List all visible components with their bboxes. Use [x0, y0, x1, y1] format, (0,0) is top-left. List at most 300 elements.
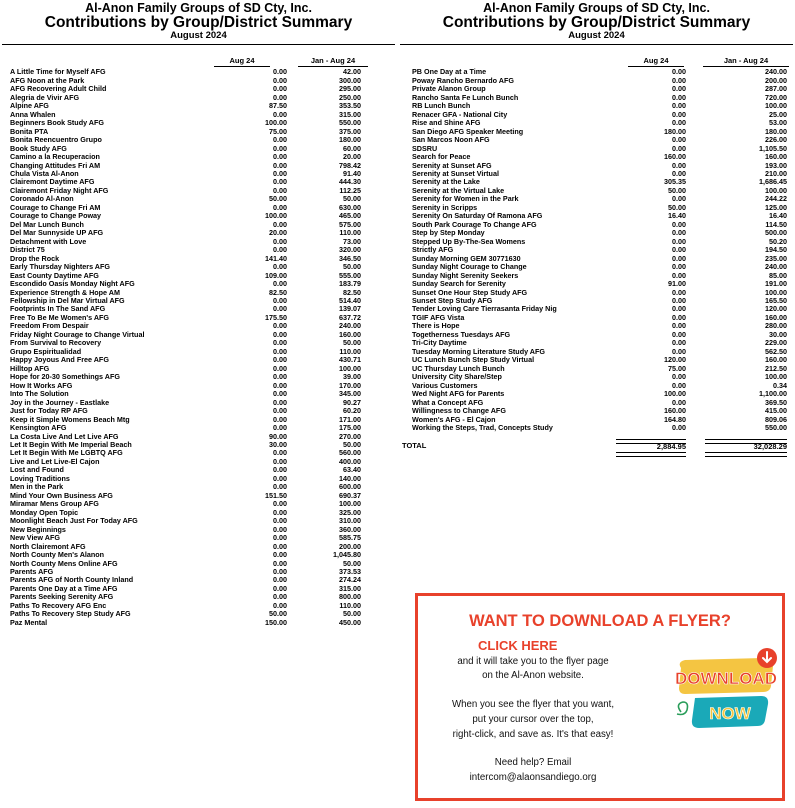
month-amount: 0.00: [273, 245, 287, 255]
month-amount: 0.00: [672, 109, 686, 119]
group-name: Courage to Change Poway: [10, 211, 102, 221]
flyer-text-line: Need help? Email: [494, 757, 572, 768]
month-amount: 0.00: [672, 338, 686, 348]
group-name: Sunset Step Study AFG: [412, 296, 493, 306]
ytd-amount: 100.00: [765, 372, 787, 382]
loop-swirl-icon: [677, 702, 688, 715]
month-amount: 50.00: [668, 185, 686, 195]
contribution-row: [2, 238, 395, 246]
group-name: Loving Traditions: [10, 473, 70, 483]
month-amount: 82.50: [269, 287, 287, 297]
ytd-amount: 800.00: [339, 592, 361, 602]
ytd-amount: 82.50: [343, 287, 361, 297]
group-name: Poway Rancho Bernardo AFG: [412, 75, 514, 85]
group-name: Into The Solution: [10, 389, 69, 399]
group-name: San Diego AFG Speaker Meeting: [412, 126, 524, 136]
ytd-amount: 30.00: [769, 329, 787, 339]
month-amount: 87.50: [269, 101, 287, 111]
month-amount: 0.00: [273, 448, 287, 458]
ytd-amount: 63.40: [343, 465, 361, 475]
month-amount: 0.00: [672, 253, 686, 263]
group-name: Tuesday Morning Literature Study AFG: [412, 346, 545, 356]
month-amount: 0.00: [273, 338, 287, 348]
group-name: Clairemont Daytime AFG: [10, 177, 95, 187]
ytd-amount: 100.00: [765, 101, 787, 111]
group-name: Moonlight Beach Just For Today AFG: [10, 516, 138, 526]
group-name: Women's AFG - El Cajon: [412, 414, 496, 424]
group-name: Happy Joyous And Free AFG: [10, 355, 109, 365]
month-amount: 75.00: [269, 126, 287, 136]
group-name: Camino a la Recuperacion: [10, 152, 100, 162]
ytd-amount: 300.00: [339, 75, 361, 85]
ytd-amount: 315.00: [339, 109, 361, 119]
group-name: What a Concept AFG: [412, 397, 484, 407]
month-amount: 0.00: [273, 160, 287, 170]
group-name: Clairemont Friday Night AFG: [10, 185, 109, 195]
ytd-amount: 550.00: [765, 423, 787, 433]
ytd-amount: 212.50: [765, 363, 787, 373]
group-name: Strictly AFG: [412, 245, 454, 255]
ytd-amount: 140.00: [339, 473, 361, 483]
ytd-amount: 280.00: [765, 321, 787, 331]
group-name: Serenity at the Lake: [412, 177, 480, 187]
ytd-amount: 50.00: [343, 558, 361, 568]
month-amount: 0.00: [273, 423, 287, 433]
ytd-amount: 369.50: [765, 397, 787, 407]
group-name: Hilltop AFG: [10, 363, 50, 373]
ytd-amount: 160.00: [339, 329, 361, 339]
contribution-row: [2, 94, 395, 102]
group-name: SDSRU: [412, 143, 438, 153]
month-amount: 0.00: [273, 152, 287, 162]
month-amount: 0.00: [672, 101, 686, 111]
month-amount: 120.00: [664, 355, 686, 365]
ytd-amount: 287.00: [765, 84, 787, 94]
group-name: Sunday Search for Serenity: [412, 279, 506, 289]
ytd-amount: 110.00: [339, 346, 361, 356]
group-name: UC Lunch Bunch Step Study Virtual: [412, 355, 535, 365]
group-name: Search for Peace: [412, 152, 471, 162]
month-amount: 0.00: [273, 329, 287, 339]
month-amount: 160.00: [664, 406, 686, 416]
ytd-amount: 60.20: [343, 406, 361, 416]
contribution-row: [2, 356, 395, 364]
group-name: Sunday Morning GEM 30771630: [412, 253, 521, 263]
month-amount: 0.00: [672, 194, 686, 204]
ytd-amount: 100.00: [765, 185, 787, 195]
group-name: Serenity at Sunset AFG: [412, 160, 492, 170]
ytd-amount: 240.00: [339, 321, 361, 331]
flyer-heading: WANT TO DOWNLOAD A FLYER?: [469, 612, 731, 630]
ytd-amount: 235.00: [765, 253, 787, 263]
ytd-amount: 125.00: [765, 202, 787, 212]
group-name: New View AFG: [10, 533, 60, 543]
group-name: Tender Loving Care Tierrasanta Friday Nig: [412, 304, 557, 314]
month-amount: 0.00: [273, 143, 287, 153]
month-amount: 100.00: [265, 118, 287, 128]
month-amount: 0.00: [273, 304, 287, 314]
ytd-amount: 500.00: [765, 228, 787, 238]
contribution-row: [2, 102, 395, 110]
ytd-amount: 798.42: [339, 160, 361, 170]
flyer-text-line: and it will take you to the flyer page: [457, 656, 609, 667]
month-amount: 0.00: [273, 592, 287, 602]
group-name: Let It Begin With Me LGBTQ AFG: [10, 448, 123, 458]
group-name: Friday Night Courage to Change Virtual: [10, 329, 145, 339]
ytd-amount: 60.00: [343, 143, 361, 153]
ytd-amount: 200.00: [765, 75, 787, 85]
contribution-row: [2, 246, 395, 254]
group-name: Sunday Night Courage to Change: [412, 262, 527, 272]
ytd-amount: 353.50: [339, 101, 361, 111]
month-amount: 16.40: [668, 211, 686, 221]
group-name: Bonita PTA: [10, 126, 49, 136]
ytd-amount: 430.71: [339, 355, 361, 365]
month-amount: 0.00: [273, 363, 287, 373]
group-name: Working the Steps, Trad, Concepts Study: [412, 423, 553, 433]
month-amount: 0.00: [672, 118, 686, 128]
month-amount: 0.00: [273, 355, 287, 365]
group-name: Alegria de Vivir AFG: [10, 92, 80, 102]
month-amount: 0.00: [273, 92, 287, 102]
group-name: Parents One Day at a Time AFG: [10, 583, 118, 593]
group-name: Sunday Night Serenity Seekers: [412, 270, 519, 280]
month-amount: 0.00: [672, 372, 686, 382]
month-amount: 0.00: [273, 262, 287, 272]
group-name: Serenity for Women in the Park: [412, 194, 519, 204]
month-amount: 0.00: [273, 236, 287, 246]
ytd-amount: 175.00: [339, 423, 361, 433]
group-name: Parents Seeking Serenity AFG: [10, 592, 114, 602]
group-name: Tri-City Daytime: [412, 338, 467, 348]
ytd-amount: 100.00: [339, 499, 361, 509]
month-amount: 0.00: [672, 287, 686, 297]
ytd-amount: 250.00: [339, 92, 361, 102]
header-divider: [2, 44, 395, 45]
right-report-panel: [400, 0, 793, 453]
group-name: Rise and Shine AFG: [412, 118, 481, 128]
month-amount: 141.40: [265, 253, 287, 263]
ytd-amount: 85.00: [769, 270, 787, 280]
group-name: Paths To Recovery Step Study AFG: [10, 609, 131, 619]
month-amount: 175.50: [265, 312, 287, 322]
month-amount: 0.00: [672, 143, 686, 153]
month-amount: 0.00: [672, 245, 686, 255]
group-name: A Little Time for Myself AFG: [10, 67, 106, 77]
group-name: Anna Whalen: [10, 109, 56, 119]
ytd-amount: 191.00: [765, 279, 787, 289]
month-amount: 0.00: [672, 397, 686, 407]
ytd-amount: 0.34: [773, 380, 787, 390]
month-amount: 0.00: [672, 296, 686, 306]
ytd-amount: 20.00: [343, 152, 361, 162]
ytd-amount: 514.40: [339, 296, 361, 306]
month-amount: 0.00: [273, 482, 287, 492]
month-amount: 0.00: [273, 600, 287, 610]
month-amount: 0.00: [273, 575, 287, 585]
month-amount: 0.00: [672, 92, 686, 102]
month-amount: 0.00: [273, 372, 287, 382]
col-month-header: Aug 24: [628, 56, 684, 67]
ytd-amount: 320.00: [339, 245, 361, 255]
support-email: intercom@alaonsandiego.org: [469, 772, 597, 783]
month-amount: 0.00: [672, 219, 686, 229]
ytd-amount: 110.00: [339, 600, 361, 610]
org-name: Al-Anon Family Groups of SD Cty, Inc.: [483, 1, 710, 15]
month-amount: 0.00: [273, 473, 287, 483]
ytd-amount: 50.00: [343, 194, 361, 204]
ytd-amount: 139.07: [339, 304, 361, 314]
month-amount: 160.00: [664, 152, 686, 162]
ytd-amount: 809.06: [765, 414, 787, 424]
month-amount: 0.00: [273, 583, 287, 593]
col-ytd-header: Jan - Aug 24: [703, 56, 789, 67]
ytd-amount: 210.00: [765, 168, 787, 178]
group-name: Footprints In The Sand AFG: [10, 304, 106, 314]
group-name: Paths To Recovery AFG Enc: [10, 600, 107, 610]
group-name: Changing Attitudes Fri AM: [10, 160, 101, 170]
flyer-text-line: on the Al-Anon website.: [482, 670, 584, 681]
group-name: Serenity in Scripps: [412, 202, 478, 212]
total-month-underline: [616, 452, 686, 457]
ytd-amount: 200.00: [339, 541, 361, 551]
month-amount: 0.00: [273, 185, 287, 195]
month-amount: 0.00: [273, 558, 287, 568]
month-amount: 180.00: [664, 126, 686, 136]
month-amount: 0.00: [273, 346, 287, 356]
month-amount: 0.00: [273, 177, 287, 187]
month-amount: 0.00: [273, 465, 287, 475]
group-name: There is Hope: [412, 321, 460, 331]
month-amount: 20.00: [269, 228, 287, 238]
month-amount: 0.00: [672, 321, 686, 331]
group-name: Fellowship in Del Mar Virtual AFG: [10, 296, 125, 306]
group-name: Togetherness Tuesdays AFG: [412, 329, 511, 339]
ytd-amount: 1,686.45: [759, 177, 787, 187]
month-amount: 100.00: [265, 211, 287, 221]
ytd-amount: 720.00: [765, 92, 787, 102]
ytd-amount: 1,100.00: [759, 389, 787, 399]
ytd-amount: 560.00: [339, 448, 361, 458]
group-name: North Clairemont AFG: [10, 541, 86, 551]
contribution-row: [2, 526, 395, 534]
month-amount: 0.00: [273, 516, 287, 526]
ytd-amount: 183.79: [339, 279, 361, 289]
group-name: Joy in the Journey - Eastlake: [10, 397, 110, 407]
month-amount: 0.00: [273, 75, 287, 85]
group-name: PB One Day at a Time: [412, 67, 487, 77]
ytd-amount: 240.00: [765, 262, 787, 272]
ytd-amount: 160.00: [765, 312, 787, 322]
group-name: How It Works AFG: [10, 380, 73, 390]
group-name: Men in the Park: [10, 482, 64, 492]
group-name: Free To Be Me Women's AFG: [10, 312, 110, 322]
group-name: Detachment with Love: [10, 236, 87, 246]
month-amount: 0.00: [273, 541, 287, 551]
report-period: August 2024: [568, 30, 625, 42]
ytd-amount: 1,105.50: [759, 143, 787, 153]
ytd-amount: 270.00: [339, 431, 361, 441]
group-name: Sunset One Hour Step Study AFG: [412, 287, 528, 297]
badge-bottom-text: NOW: [709, 704, 751, 723]
ytd-amount: 180.00: [339, 135, 361, 145]
ytd-amount: 373.53: [339, 567, 361, 577]
group-name: University City Share/Step: [412, 372, 502, 382]
month-amount: 75.00: [668, 363, 686, 373]
group-name: Serenity at the Virtual Lake: [412, 185, 505, 195]
ytd-amount: 637.72: [339, 312, 361, 322]
month-amount: 164.80: [664, 414, 686, 424]
month-amount: 0.00: [273, 109, 287, 119]
group-name: From Survival to Recovery: [10, 338, 102, 348]
month-amount: 0.00: [672, 346, 686, 356]
ytd-amount: 630.00: [339, 202, 361, 212]
ytd-amount: 50.00: [343, 338, 361, 348]
month-amount: 0.00: [672, 380, 686, 390]
group-name: Willingness to Change AFG: [412, 406, 506, 416]
group-name: Rancho Santa Fe Lunch Bunch: [412, 92, 519, 102]
month-amount: 0.00: [273, 296, 287, 306]
ytd-amount: 244.22: [765, 194, 787, 204]
group-name: Monday Open Topic: [10, 507, 79, 517]
group-name: Renacer GFA - National City: [412, 109, 508, 119]
month-amount: 0.00: [672, 168, 686, 178]
total-row: [400, 439, 793, 453]
ytd-amount: 100.00: [339, 363, 361, 373]
month-amount: 0.00: [273, 202, 287, 212]
group-name: Early Thursday Nighters AFG: [10, 262, 110, 272]
month-amount: 0.00: [672, 75, 686, 85]
ytd-amount: 690.37: [339, 490, 361, 500]
group-name: Lost and Found: [10, 465, 64, 475]
ytd-amount: 325.00: [339, 507, 361, 517]
month-amount: 90.00: [269, 431, 287, 441]
flyer-text-line: right-click, and save as. It's that easy!: [452, 729, 614, 740]
group-name: Alpine AFG: [10, 101, 49, 111]
click-here-link[interactable]: CLICK HERE: [478, 638, 558, 653]
total-month-value: 2,884.95: [656, 441, 686, 451]
group-name: Freedom From Despair: [10, 321, 89, 331]
group-name: Del Mar Sunnyside UP AFG: [10, 228, 104, 238]
ytd-amount: 465.00: [339, 211, 361, 221]
report-header: [400, 2, 793, 41]
group-name: North County Men's Alanon: [10, 550, 105, 560]
group-name: North County Mens Online AFG: [10, 558, 118, 568]
left-contribution-list: [2, 68, 395, 627]
group-name: Parents AFG of North County Inland: [10, 575, 134, 585]
group-name: Miramar Mens Group AFG: [10, 499, 99, 509]
month-amount: 0.00: [672, 423, 686, 433]
group-name: UC Thursday Lunch Bunch: [412, 363, 505, 373]
month-amount: 109.00: [265, 270, 287, 280]
total-ytd-value: 32,028.29: [753, 441, 787, 451]
group-name: TGIF AFG Vista: [412, 312, 465, 322]
ytd-amount: 110.00: [339, 228, 361, 238]
month-amount: 0.00: [273, 533, 287, 543]
group-name: Wed Night AFG for Parents: [412, 389, 505, 399]
ytd-amount: 310.00: [339, 516, 361, 526]
ytd-amount: 194.50: [765, 245, 787, 255]
month-amount: 0.00: [273, 279, 287, 289]
group-name: Coronado Al-Anon: [10, 194, 74, 204]
month-amount: 0.00: [273, 456, 287, 466]
ytd-amount: 193.00: [765, 160, 787, 170]
report-period: August 2024: [170, 30, 227, 42]
ytd-amount: 50.00: [343, 609, 361, 619]
ytd-amount: 171.00: [339, 414, 361, 424]
col-month-header: Aug 24: [214, 56, 270, 67]
ytd-amount: 180.00: [765, 126, 787, 136]
month-amount: 100.00: [664, 389, 686, 399]
ytd-amount: 170.00: [339, 380, 361, 390]
group-name: Mind Your Own Business AFG: [10, 490, 113, 500]
month-amount: 0.00: [273, 389, 287, 399]
month-amount: 0.00: [273, 168, 287, 178]
report-title: Contributions by Group/District Summary: [442, 14, 751, 32]
group-name: RB Lunch Bunch: [412, 101, 471, 111]
ytd-amount: 42.00: [343, 67, 361, 77]
month-amount: 0.00: [273, 499, 287, 509]
flyer-text-line: When you see the flyer that you want,: [451, 699, 615, 710]
contribution-row: [2, 619, 395, 627]
ytd-amount: 50.20: [769, 236, 787, 246]
month-amount: 0.00: [672, 67, 686, 77]
month-amount: 50.00: [269, 194, 287, 204]
download-now-badge[interactable]: [673, 646, 781, 738]
month-amount: 0.00: [672, 236, 686, 246]
ytd-amount: 550.00: [339, 118, 361, 128]
group-name: Private Alanon Group: [412, 84, 486, 94]
group-name: Serenity On Saturday Of Ramona AFG: [412, 211, 543, 221]
group-name: Chula Vista Al-Anon: [10, 168, 79, 178]
left-report-panel: [2, 0, 395, 627]
month-amount: 0.00: [273, 406, 287, 416]
group-name: La Costa Live And Let Live AFG: [10, 431, 119, 441]
month-amount: 0.00: [672, 304, 686, 314]
ytd-amount: 39.00: [343, 372, 361, 382]
month-amount: 0.00: [273, 550, 287, 560]
group-name: Book Study AFG: [10, 143, 67, 153]
ytd-amount: 274.24: [339, 575, 361, 585]
ytd-amount: 50.00: [343, 262, 361, 272]
ytd-amount: 165.50: [765, 296, 787, 306]
group-name: Let It Begin With Me Imperial Beach: [10, 439, 132, 449]
ytd-amount: 25.00: [769, 109, 787, 119]
month-amount: 0.00: [273, 219, 287, 229]
ytd-amount: 345.00: [339, 389, 361, 399]
month-amount: 0.00: [273, 507, 287, 517]
month-amount: 91.00: [668, 279, 686, 289]
group-name: Step by Step Monday: [412, 228, 485, 238]
group-name: AFG Noon at the Park: [10, 75, 85, 85]
month-amount: 50.00: [269, 609, 287, 619]
ytd-amount: 444.30: [339, 177, 361, 187]
flyer-callout-box: [415, 593, 785, 801]
group-name: Stepped Up By-The-Sea Womens: [412, 236, 526, 246]
ytd-amount: 226.00: [765, 135, 787, 145]
contribution-row: [2, 610, 395, 618]
month-amount: 0.00: [273, 397, 287, 407]
ytd-amount: 562.50: [765, 346, 787, 356]
total-label: TOTAL: [402, 440, 427, 450]
group-name: Various Customers: [412, 380, 478, 390]
group-name: San Marcos Noon AFG: [412, 135, 490, 145]
ytd-amount: 114.50: [765, 219, 787, 229]
ytd-amount: 315.00: [339, 583, 361, 593]
ytd-amount: 73.00: [343, 236, 361, 246]
group-name: East County Daytime AFG: [10, 270, 99, 280]
header-divider: [400, 44, 793, 45]
